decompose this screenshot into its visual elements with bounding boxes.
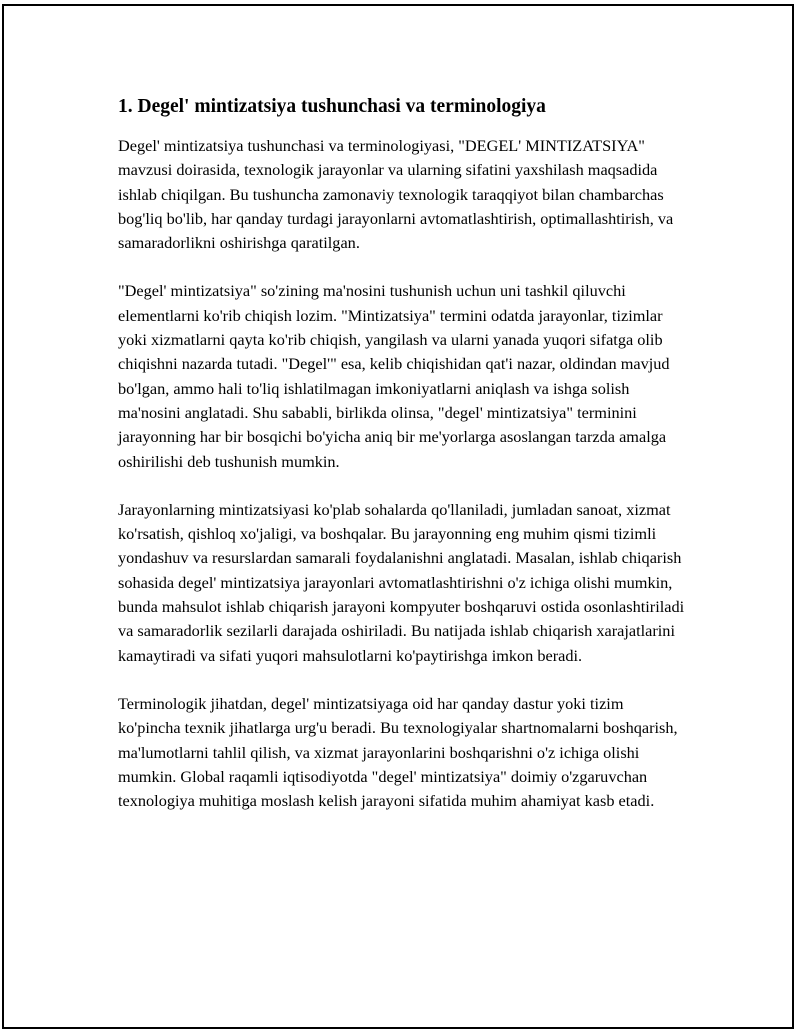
document-body [118,94,688,837]
paragraph-2: "Degel' mintizatsiya" so'zining ma'nosini tushunish uchun uni tashkil qiluvchi elementlarni ko'rib chiqish lozim. "Mintizatsiya" termini odatda jarayonlar, tizimlar yoki xizmatlarni qayta ko'rib chiqish, yangilash va ularni yanada yuqori sifatga olib chiqishni nazarda tutadi. "Degel'" esa, kelib chiqishidan qat'i nazar, oldindan mavjud bo'lgan, ammo hali to'liq ishlatilmagan imkoniyatlarni aniqlash va ishga solish ma'nosini anglatadi. Shu sababli, birlikda olinsa, "degel' mintizatsiya" terminini jarayonning har bir bosqichi bo'yicha aniq bir me'yorlarga asoslangan tarzda amalga oshirilishi deb tushunish mumkin. [118,281,670,471]
paragraph-3: Jarayonlarning mintizatsiyasi ko'plab sohalarda qo'llaniladi, jumladan sanoat, xizmat ko'rsatish, qishloq xo'jaligi, va boshqalar. Bu jarayonning eng muhim qismi tizimli yondashuv va resurslardan samarali foydalanishni anglatadi. Masalan, ishlab chiqarish sohasida degel' mintizatsiya jarayonlari avtomatlashtirishni o'z ichiga olishi mumkin, bunda mahsulot ishlab chiqarish jarayoni kompyuter boshqaruvi ostida osonlashtiriladi va samaradorlik sezilarli darajada oshiriladi. Bu natijada ishlab chiqarish xarajatlarini kamaytiradi va sifati yuqori mahsulotlarni ko'paytirishga imkon beradi. [118,499,685,665]
paragraph-4: Terminologik jihatdan, degel' mintizatsiyaga oid har qanday dastur yoki tizim ko'pincha texnik jihatlarga urg'u beradi. Bu texnologiyalar shartnomalarni boshqarish, ma'lumotlarni tahlil qilish, va xizmat jarayonlarini boshqarishni o'z ichiga olishi mumkin. Global raqamli iqtisodiyotda "degel' mintizatsiya" doimiy o'zgaruvchan texnologiya muhitiga moslash kelish jarayoni sifatida muhim ahamiyat kasb etadi. [118,693,678,811]
paragraph-1: Degel' mintizatsiya tushunchasi va terminologiyasi, "DEGEL' MINTIZATSIYA" mavzusi doirasida, texnologik jarayonlar va ularning sifatini yaxshilash maqsadida ishlab chiqilgan. Bu tushuncha zamonaviy texnologik taraqqiyot bilan chambarchas bog'liq bo'lib, har qanday turdagi jarayonlarni avtomatlashtirish, optimallashtirish, va samaradorlikni oshirishga qaratilgan. [118,136,674,253]
section-heading: 1. Degel' mintizatsiya tushunchasi va terminologiya [118,96,546,117]
